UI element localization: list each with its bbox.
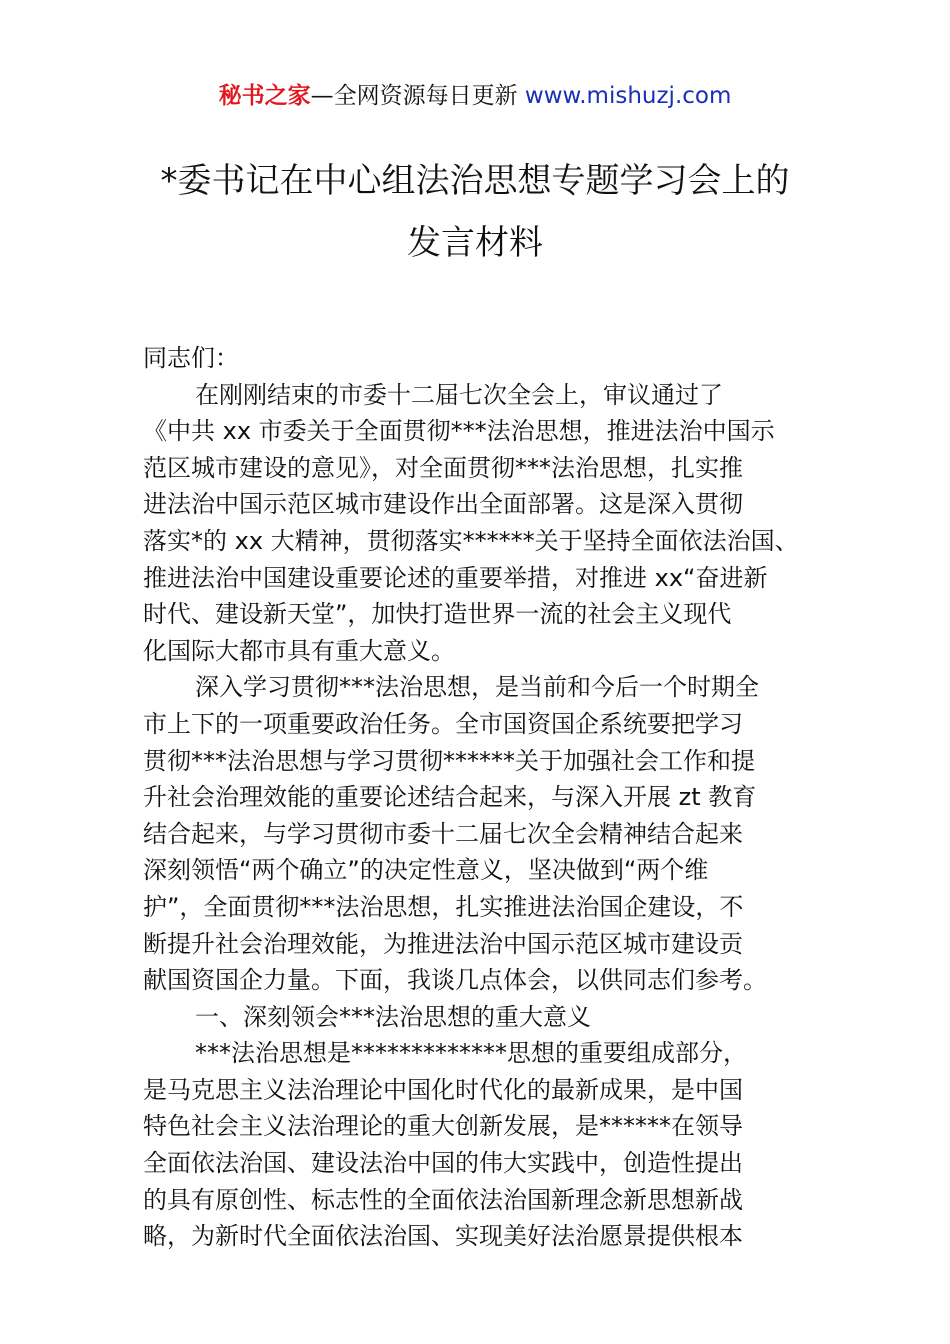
title-line-1: *委书记在中心组法治思想专题学习会上的 (160, 161, 790, 201)
body-line: 是马克思主义法治理论中国化时代化的最新成果，是中国 (143, 1075, 743, 1104)
body-line: 推进法治中国建设重要论述的重要举措，对推进 xx“奋进新 (143, 563, 768, 592)
body-line: 升社会治理效能的重要论述结合起来，与深入开展 zt 教育 (143, 783, 757, 812)
section-heading: 一、深刻领会***法治思想的重大意义 (195, 1002, 591, 1031)
site-brand: 秘书之家 (218, 83, 311, 109)
body-line: 贯彻***法治思想与学习贯彻******关于加强社会工作和提 (143, 746, 755, 775)
body-line: 进法治中国示范区城市建设作出全面部署。这是深入贯彻 (143, 490, 743, 519)
body-line: 范区城市建设的意见》，对全面贯彻***法治思想，扎实推 (143, 453, 743, 482)
body-line: 的具有原创性、标志性的全面依法治国新理念新思想新战 (143, 1185, 743, 1214)
site-url-link[interactable]: www.mishuzj.com (524, 83, 732, 109)
body-line: 献国资国企力量。下面，我谈几点体会，以供同志们参考。 (143, 966, 767, 995)
body-line: 落实*的 xx 大精神，贯彻落实******关于坚持全面依法治国、 (143, 526, 799, 555)
body-line: 时代、建设新天堂”，加快打造世界一流的社会主义现代 (143, 600, 732, 629)
body-line: 护”，全面贯彻***法治思想，扎实推进法治国企建设，不 (143, 892, 744, 921)
body-line: ***法治思想是*************思想的重要组成部分， (195, 1039, 747, 1068)
body-line: 全面依法治国、建设法治中国的伟大实践中，创造性提出 (143, 1149, 743, 1178)
body-line: 结合起来，与学习贯彻市委十二届七次全会精神结合起来 (143, 819, 743, 848)
body-line: 《中共 xx 市委关于全面贯彻***法治思想，推进法治中国示 (143, 417, 775, 446)
body-line: 在刚刚结束的市委十二届七次全会上，审议通过了 (195, 380, 723, 409)
body-line: 同志们： (143, 344, 239, 372)
site-tagline: —全网资源每日更新 (310, 83, 525, 109)
document-title (100, 150, 850, 274)
body-line: 略，为新时代全面依法治国、实现美好法治愿景提供根本 (143, 1222, 743, 1251)
body-line: 市上下的一项重要政治任务。全市国资国企系统要把学习 (143, 709, 743, 738)
body-line: 断提升社会治理效能，为推进法治中国示范区城市建设贡 (143, 929, 743, 958)
title-line-2: 发言材料 (407, 223, 543, 263)
site-header (0, 80, 950, 112)
body-line: 特色社会主义法治理论的重大创新发展，是******在领导 (143, 1112, 743, 1141)
body-line: 化国际大都市具有重大意义。 (143, 636, 455, 665)
body-line: 深入学习贯彻***法治思想，是当前和今后一个时期全 (195, 673, 759, 702)
body-line: 深刻领悟“两个确立”的决定性意义，坚决做到“两个维 (143, 856, 709, 885)
document-body (143, 340, 807, 1255)
